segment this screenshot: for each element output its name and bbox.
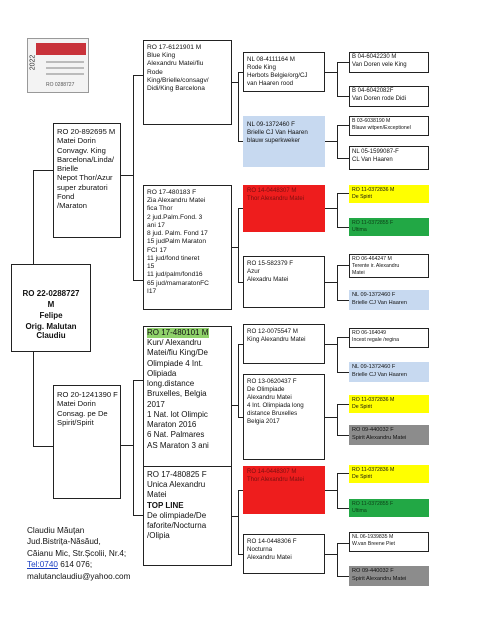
text-line: Thor Alexandru Matei [247, 476, 305, 483]
subject-name: Felipe [39, 311, 63, 320]
connector [337, 543, 338, 576]
text-line: Matei [147, 490, 167, 500]
text-line: RO 14-0448307 M [247, 469, 297, 475]
text-line: NL 08-4111164 M [247, 56, 295, 63]
text-line: 8 jud. Palm. Fond 17 [147, 230, 208, 238]
text-line: Azur [247, 268, 260, 276]
connector [133, 380, 143, 381]
g4-text [352, 54, 407, 70]
connector [337, 404, 349, 405]
text-line: Alexandru Matei [247, 554, 292, 562]
text-line: CL Van Haaren [352, 156, 393, 163]
text-line: Incest regale /regina [352, 337, 400, 344]
text-line: NL 09-1372460 F [247, 121, 295, 128]
text-line: B 03-6038190 M [352, 118, 391, 124]
text-line: RO 14-0448307 M [247, 188, 297, 194]
text-line: Brielle CJ Van Haaren [352, 299, 407, 306]
text-line: AS Maraton 3 ani [147, 440, 209, 450]
connector [337, 404, 338, 435]
g4-text [352, 118, 411, 132]
subject-id: RO 22-0288727 [22, 289, 80, 298]
connector [325, 208, 337, 209]
connector [133, 380, 134, 515]
connector [337, 158, 349, 159]
connector [337, 372, 349, 373]
text-line: B 04-6042082F [352, 88, 394, 94]
text-line: RO 06-464247 M [352, 256, 392, 262]
text-line: Olimpiade 4 Int. [147, 358, 204, 368]
connector [325, 344, 337, 345]
connector [337, 227, 349, 228]
g3-text [247, 538, 297, 562]
g4-text [352, 149, 399, 165]
text-line: B 04-6042230 M [352, 54, 397, 60]
connector [238, 208, 239, 282]
text-line: Didi/King Barcelona [147, 85, 205, 93]
text-line: Nepot Thor/Azur [57, 173, 113, 183]
dam-dam-text [147, 470, 207, 542]
connector [337, 508, 349, 509]
text-line: 11 jud/palm/fond16 [147, 271, 203, 279]
connector [337, 193, 338, 227]
connector [325, 490, 337, 491]
connector [337, 435, 349, 436]
g3-text [247, 188, 304, 204]
sire-dam-text [147, 189, 209, 296]
text-line: RO 06-164049 [352, 330, 387, 336]
text-line: Blauw witpen/Exceptionel [352, 125, 411, 132]
text-line: Alexandru Matei/fiu [147, 60, 204, 68]
text-line: I17 [147, 287, 157, 295]
text-line: RO 17-480183 F [147, 189, 197, 196]
connector [337, 473, 349, 474]
text-line: 2017 [147, 399, 165, 409]
text-line: RO 14-0448306 F [247, 538, 297, 545]
text-line: /Olipia [147, 531, 170, 541]
connector [325, 554, 337, 555]
dam-text [57, 390, 118, 427]
text-line: long.distance [147, 379, 195, 389]
phone-link[interactable]: Tel:0740 [27, 560, 58, 570]
g4-text [352, 292, 407, 307]
text-line: Blue King [147, 52, 176, 60]
text-line: RO 17-6121901 M [147, 44, 202, 51]
text-line: De Spirit [352, 194, 372, 201]
g3-text [247, 469, 304, 485]
text-line: Matei [352, 270, 365, 277]
logo-year: 2022 [29, 54, 37, 71]
text-line: Nocturna [247, 546, 273, 554]
connector [325, 72, 337, 73]
text-line: Ultima [352, 227, 367, 234]
connector [33, 352, 34, 446]
text-line: NL 09-1372460 F [352, 292, 396, 298]
text-line: RO 17-480101 M [147, 328, 209, 337]
text-line: Belgia 2017 [247, 418, 280, 426]
text-line: TOP LINE [147, 500, 184, 510]
contact-address-1: Jud.Bistrița-Năsăud, [27, 537, 101, 547]
text-line: Unica Alexandru [147, 480, 206, 490]
text-line: RO 20-1241390 F [57, 390, 118, 399]
text-line: NL 06-1939835 M [352, 534, 394, 540]
dam-sire-text [147, 328, 209, 451]
text-line: Matei Dorin [57, 136, 96, 146]
text-line: van Haaren rood [247, 80, 294, 88]
text-line: Olipiada [147, 368, 177, 378]
text-line: 65 jud/mamaratonFC [147, 279, 209, 287]
text-line: distance Bruxelles [247, 410, 298, 418]
g3-text [247, 260, 293, 284]
g4-text [352, 187, 394, 201]
g4-text [352, 397, 394, 411]
g4-text [352, 88, 406, 104]
text-line: RO 12-0075547 M [247, 328, 298, 335]
connector [337, 96, 349, 97]
text-line: RO 11-0372855 F [352, 220, 394, 226]
text-line: Rode [147, 68, 163, 76]
text-line: RO 09-440032 F [352, 427, 394, 433]
text-line: RO 09-440032 F [352, 568, 394, 574]
connector [33, 170, 34, 264]
g4-text [352, 364, 407, 379]
connector [337, 473, 338, 508]
text-line: Van Doren vele King [352, 61, 407, 68]
connector [133, 75, 143, 76]
connector [337, 543, 349, 544]
connector [337, 125, 338, 158]
contact-block [27, 525, 130, 582]
logo-lines [46, 61, 84, 63]
g4-text [352, 467, 394, 481]
text-line: super zburatori [57, 182, 108, 192]
connector [337, 337, 338, 372]
text-line: RO 11-0372836 M [352, 397, 395, 403]
connector [33, 170, 53, 171]
connector [337, 265, 349, 266]
text-line: RO 11-0372836 M [352, 187, 395, 193]
text-line: Alexadru Matei [247, 276, 289, 284]
logo-red-banner [36, 43, 86, 55]
text-line: Maraton 2016 [147, 420, 197, 430]
connector [238, 490, 239, 554]
text-line: Consag. pe De [57, 408, 108, 418]
text-line: De Spirit [352, 404, 372, 411]
text-line: RO 15-582379 F [247, 260, 294, 267]
text-line: RO 11-0372836 M [352, 467, 395, 473]
text-line: Spirit/Spirit [57, 417, 94, 427]
text-line: Brielle [57, 164, 79, 173]
connector [121, 445, 133, 446]
text-line: 15 [147, 263, 155, 271]
connector [121, 175, 133, 176]
connector [133, 280, 143, 281]
g4-text [352, 427, 406, 442]
connector [325, 417, 337, 418]
g4-text [352, 256, 399, 277]
sire-text [57, 127, 115, 210]
connector [337, 125, 349, 126]
text-line: 2 jud.Palm.Fond. 3 [147, 213, 203, 221]
text-line: Rode King [247, 64, 276, 72]
text-line: /Maraton [57, 201, 87, 210]
connector [337, 576, 349, 577]
text-line: blauw superkweker [247, 137, 300, 145]
text-line: De Spirit [352, 474, 372, 481]
text-line: 6 Nat. Palmares [147, 430, 205, 440]
contact-name: Claudiu Măuțan [27, 526, 85, 535]
text-line: faforite/Nocturna [147, 521, 207, 531]
subject-sex: M [47, 300, 55, 309]
g4-text [352, 330, 399, 344]
text-line: Zia Alexandru Matei [147, 197, 206, 205]
text-line: fica Thor [147, 205, 173, 213]
text-line: King/Brielle/consagv/ [147, 76, 209, 84]
text-line: Matei/fiu King/De [147, 348, 208, 358]
contact-address-2: Căianu Mic, Str.Școlii, Nr.4; [27, 548, 127, 558]
text-line: RO 13-0620437 F [247, 378, 297, 385]
text-line: W.van Breene Piet [352, 541, 395, 548]
g3-text [247, 56, 308, 88]
text-line: Bruxelles, Belgia [147, 389, 207, 399]
connector [325, 282, 337, 283]
text-line: King Alexandru Matei [247, 336, 306, 344]
connector [337, 300, 349, 301]
text-line: RO 11-0372855 F [352, 501, 394, 507]
text-line: Brielle CJ Van Haaren [247, 129, 308, 137]
text-line: Barcelona/Linda/ [57, 154, 114, 164]
text-line: 4 Int. Olimpiada long [247, 402, 304, 410]
contact-email[interactable]: malutanclaudiu@yahoo.com [27, 571, 131, 581]
text-line: De olimpiade/De [147, 510, 207, 520]
text-line: 11 jud/fond tineret [147, 254, 200, 262]
text-line: Fond [57, 191, 75, 201]
g4-text [352, 220, 393, 234]
text-line: Convagv. King [57, 145, 106, 155]
logo-certificate [27, 38, 89, 93]
connector [337, 265, 338, 300]
connector [238, 344, 239, 417]
phone-number: 614 076; [57, 560, 93, 570]
text-line: 1 Nat. lot Olimpic [147, 409, 208, 419]
text-line: Terente ir. Alexandru [352, 263, 400, 270]
text-line: Alexandru Matei [247, 394, 292, 402]
connector [325, 141, 337, 142]
g4-text [352, 534, 395, 548]
text-line: Spirit Alexandru Matei [352, 434, 407, 441]
connector [133, 75, 134, 280]
text-line: De Olimpiade [247, 386, 285, 394]
connector [133, 515, 143, 516]
text-line: RO 20-892695 M [57, 127, 116, 136]
text-line: Matei Dorin [57, 399, 96, 409]
text-line: Spirit Alexandru Matei [352, 575, 407, 582]
text-line: Herbots Belgie/org/CJ [247, 72, 308, 80]
logo-cert-number: RO 0288727 [46, 82, 75, 88]
text-line: NL 09-1372460 F [352, 364, 396, 370]
connector [337, 337, 349, 338]
sire-sire-text [147, 44, 209, 93]
contact-phone [27, 559, 130, 570]
text-line: NL 05-1599087-F [352, 149, 399, 155]
text-line: Ultima [352, 508, 367, 515]
subject-origin: Orig. Malutan Claudiu [25, 322, 77, 341]
text-line: ani 17 [147, 221, 165, 229]
text-line: FCI 17 [147, 246, 167, 254]
text-line: Van Doren rode Didi [352, 95, 406, 102]
connector [33, 446, 53, 447]
text-line: Brielle CJ Van Haaren [352, 371, 407, 378]
g4-text [352, 501, 393, 515]
connector [337, 62, 349, 63]
text-line: Thor Alexandru Matei [247, 195, 305, 202]
connector [337, 193, 349, 194]
connector [238, 72, 239, 141]
g3-text [247, 121, 308, 145]
text-line: RO 17-480825 F [147, 470, 207, 479]
connector [337, 62, 338, 96]
text-line: 15 judPalm Maraton [147, 238, 207, 246]
g3-text [247, 378, 304, 426]
g3-text [247, 328, 305, 344]
g4-text [352, 568, 406, 583]
text-line: Kun/ Alexandru [147, 338, 202, 348]
